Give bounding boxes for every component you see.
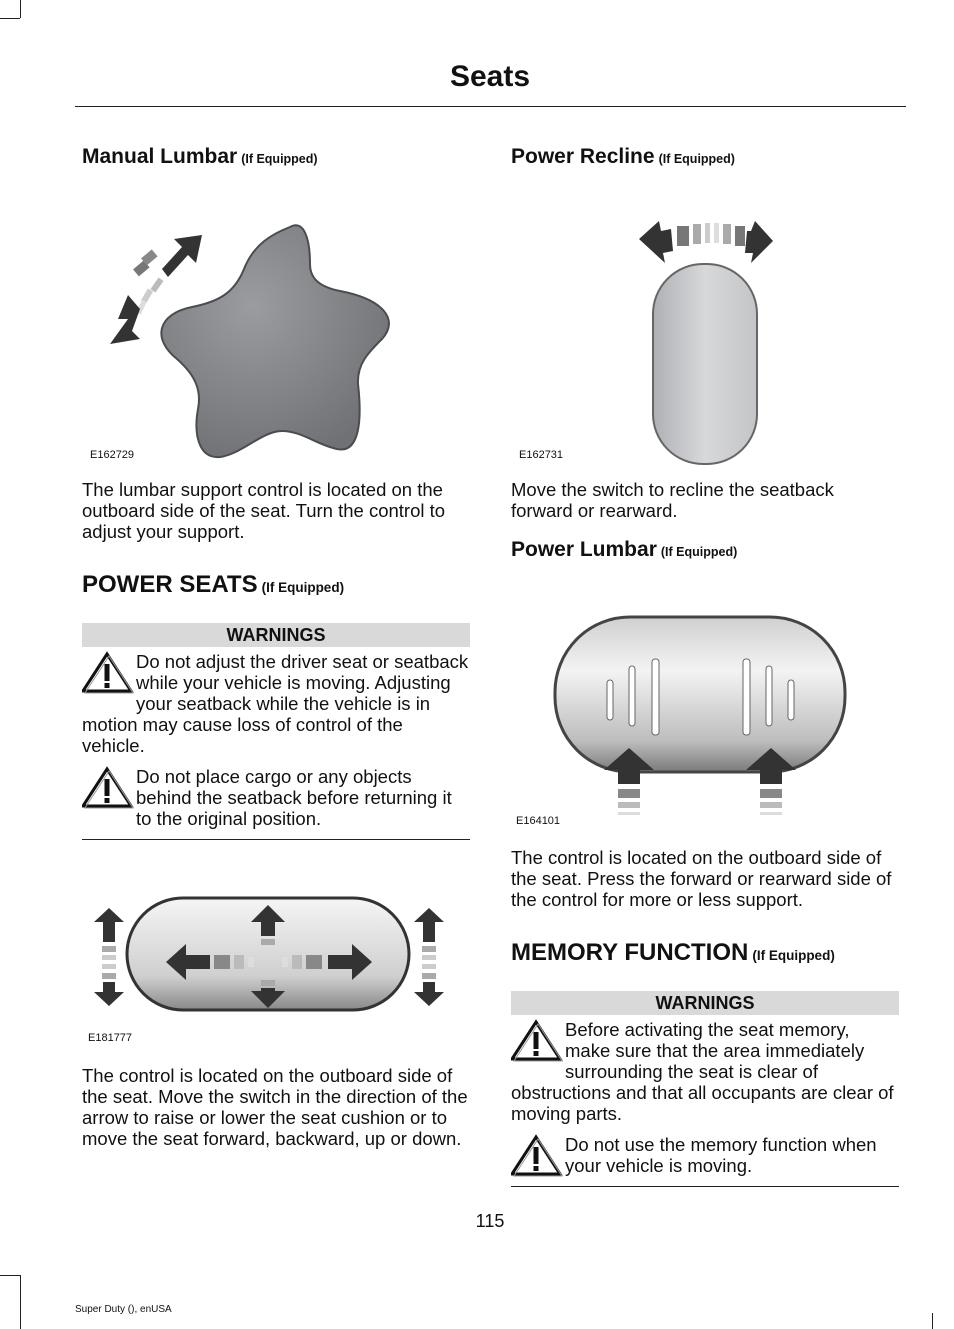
left-column xyxy=(82,145,470,1149)
warning-item: Do not place cargo or any objects behind the seatback before returning it to the original position. xyxy=(82,766,470,829)
up-down-arrow-icon xyxy=(94,908,124,1006)
warning-item: Do not adjust the driver seat or seatback while your vehicle is moving. Adjusting your seatback while the vehicle is in motion may cause loss of control of the vehicle. xyxy=(82,651,469,756)
section-heading: Power Lumbar (If Equipped) xyxy=(511,538,738,561)
warnings-header: WARNINGS xyxy=(511,991,899,1015)
paragraph: Move the switch to recline the seatback forward or rearward. xyxy=(511,479,834,521)
lumbar-switch-illustration xyxy=(511,562,899,837)
crop-mark xyxy=(20,1275,21,1329)
crop-mark xyxy=(932,1313,933,1329)
recline-switch-illustration xyxy=(511,169,899,469)
up-down-arrow-icon xyxy=(414,908,444,1006)
crop-mark xyxy=(0,18,20,19)
page-number: 115 xyxy=(475,1211,505,1231)
right-column xyxy=(511,145,899,1187)
paragraph: The control is located on the outboard side of the seat. Move the switch in the direction of the arrow to raise or lower the seat cushion or to move the seat forward, backward, up or down. xyxy=(82,1065,468,1149)
lumbar-knob-illustration xyxy=(82,169,470,469)
page-title: Seats xyxy=(449,60,531,93)
warnings-divider xyxy=(511,1186,899,1187)
power-seat-figure xyxy=(82,840,470,1055)
figure-id: E162729 xyxy=(90,449,135,461)
section-heading: POWER SEATS (If Equipped) xyxy=(82,571,345,598)
crop-mark xyxy=(20,0,21,18)
warning-triangle-icon xyxy=(511,1134,563,1178)
paragraph: The control is located on the outboard side of the seat. Press the forward or rearward side of the control for more or less support. xyxy=(511,847,892,910)
warning-triangle-icon xyxy=(82,651,134,695)
section-heading: MEMORY FUNCTION (If Equipped) xyxy=(511,939,835,966)
figure-id: E164101 xyxy=(516,815,561,827)
manual-lumbar-figure xyxy=(82,169,470,469)
warning-item: Before activating the seat memory, make sure that the area immediately surrounding the seat is clear of obstructions and that all occupants are clear of moving parts. xyxy=(511,1019,894,1124)
warning-item: Do not use the memory function when your vehicle is moving. xyxy=(511,1134,899,1176)
paragraph: The lumbar support control is located on the outboard side of the seat. Turn the control to adjust your support. xyxy=(82,479,446,542)
figure-id: E162731 xyxy=(519,449,564,461)
title-divider xyxy=(75,106,906,107)
warning-triangle-icon xyxy=(511,1019,563,1063)
power-recline-figure xyxy=(511,169,899,469)
power-lumbar-figure xyxy=(511,562,899,837)
warnings-header: WARNINGS xyxy=(82,623,470,647)
crop-mark xyxy=(0,1275,20,1276)
section-heading: Manual Lumbar (If Equipped) xyxy=(82,145,318,168)
section-heading: Power Recline (If Equipped) xyxy=(511,145,735,168)
warning-triangle-icon xyxy=(82,766,134,810)
page-footer: Super Duty (), enUSA xyxy=(75,1304,172,1315)
recline-arrow-icon xyxy=(639,221,773,263)
figure-id: E181777 xyxy=(88,1032,133,1044)
power-seat-switch-illustration xyxy=(82,840,470,1055)
